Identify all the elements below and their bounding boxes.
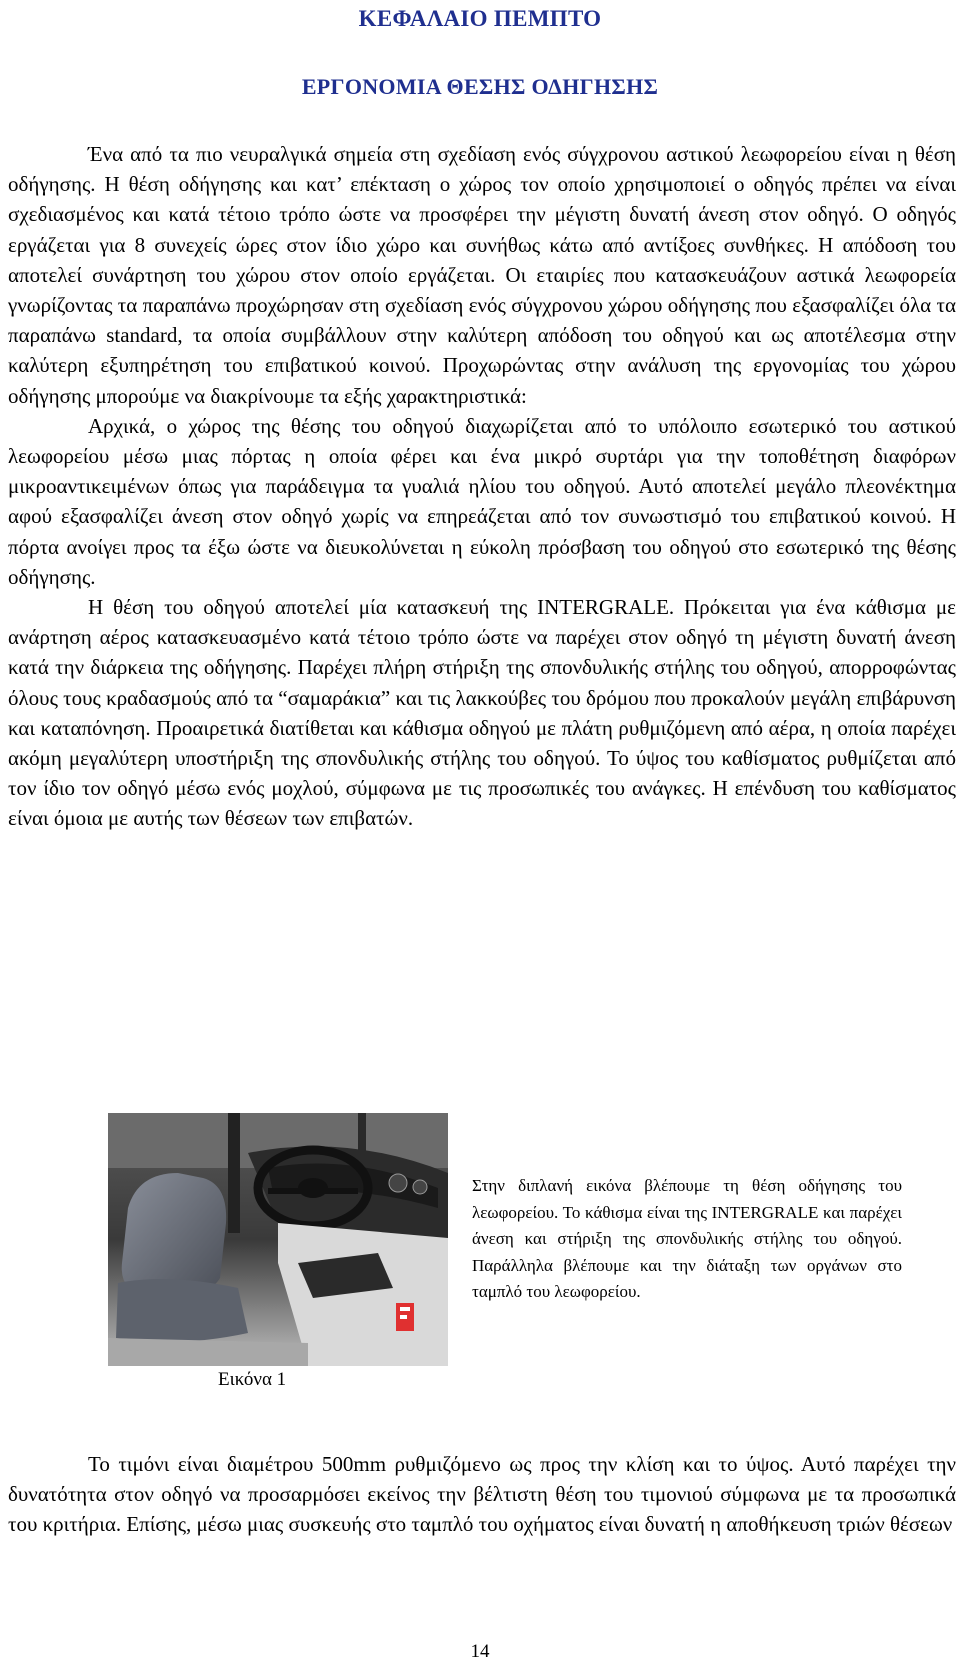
figure-side-text: Στην διπλανή εικόνα βλέπουμε τη θέση οδήγησης του λεωφορείου. Το κάθισμα είναι της INTERGRALE και παρέχει άνεση και στήριξη της σπονδυλικής στήλης του οδηγού. Παράλληλα βλέπουμε και την διάταξη των οργάνων στο ταμπλό του λεωφορείου. [472,1176,902,1301]
paragraph-driver-seat: Η θέση του οδηγού αποτελεί μία κατασκευή της INTERGRALE. Πρόκειται για ένα κάθισμα με ανάρτηση αέρος κατασκευασμένο κατά τέτοιο τρόπο ώστε να παρέχει στον οδηγό τη μέγιστη δυνατή άνεση κατά την διάρκεια της οδήγησης. Παρέχει πλήρη στήριξη της σπονδυλικής στήλης του οδηγού, απορροφώντας όλους τους κραδασμούς από τα “σαμαράκια” και τις λακκούβες του δρόμου που προκαλούν μεγάλη επιβάρυνση και καταπόνηση. Προαιρετικά διατίθεται και κάθισμα οδηγού με πλάτη ρυθμιζόμενη από αέρα, η οποία παρέχει ακόμη μεγαλύτερη υποστήριξη της σπονδυλικής στήλης του οδηγού. Το ύψος του καθίσματος ρυθμίζεται από τον ίδιο τον οδηγό μέσω ενός μοχλού, σύμφωνα με τις προσωπικές του ανάγκες. Η επένδυση του καθίσματος είναι όμοια με αυτής των θέσεων των επιβατών. [8,595,956,831]
paragraph-steering-wheel: Το τιμόνι είναι διαμέτρου 500mm ρυθμιζόμενο ως προς την κλίση και το ύψος. Αυτό παρέχει την δυνατότητα στον οδηγό να προσαρμόσει εκείνος την βέλτιστη θέση του τιμονιού σύμφωνα με τα προσωπικά του κριτήρια. Επίσης, μέσω μιας συσκευής στο ταμπλό του οχήματος είναι δυνατή η αποθήκευση τριών θέσεων [8,1452,956,1537]
chapter-title: ΚΕΦΑΛΑΙΟ ΠΕΜΠΤΟ [358,6,602,31]
page-number: 14 [470,1641,490,1662]
main-text [8,139,956,834]
bottom-text [8,1449,956,1540]
figure-caption: Εικόνα 1 [218,1369,287,1390]
driver-cockpit-photo [108,1113,448,1366]
paragraph-intro: Ένα από τα πιο νευραλγικά σημεία στη σχεδίαση ενός σύγχρονου αστικού λεωφορείου είναι η θέση οδήγησης. Η θέση οδήγησης και κατ’ επέκταση ο χώρος τον οποίο χρησιμοποιεί ο οδηγός πρέπει να είναι σχεδιασμένος και κατά τέτοιο τρόπο ώστε να προσφέρει την μέγιστη δυνατή άνεση στον οδηγό. Ο οδηγός εργάζεται για 8 συνεχείς ώρες στον ίδιο χώρο και συνήθως κάτω από αντίξοες συνθήκες. Η απόδοση του αποτελεί συνάρτηση του χώρου στον οποίο εργάζεται. Οι εταιρίες που κατασκευάζουν αστικά λεωφορεία γνωρίζοντας τα παραπάνω προχώρησαν στη σχεδίαση ενός σύγχρονου χώρου οδήγησης που εξασφαλίζει όλα τα παραπάνω standard, τα οποία συμβάλλουν στην καλύτερη απόδοση του οδηγού και ως αποτέλεσμα στην καλύτερη εξυπηρέτηση του επιβατικού κοινού. Προχωρώντας στην ανάλυση της εργονομίας του χώρου οδήγησης μπορούμε να διακρίνουμε τα εξής χαρακτηριστικά: [8,142,956,408]
paragraph-driver-area: Αρχικά, ο χώρος της θέσης του οδηγού διαχωρίζεται από το υπόλοιπο εσωτερικό του αστικού λεωφορείου μέσω μιας πόρτας η οποία φέρει και ένα μικρό συρτάρι για την τοποθέτηση διαφόρων μικροαντικειμένων όπως για παράδειγμα τα γυαλιά ηλίου του οδηγού. Αυτό αποτελεί μεγάλο πλεονέκτημα αφού εξασφαλίζει άνεση στον οδηγό χωρίς να επηρεάζεται από τον συνωστισμό του επιβατικού κοινού. Η πόρτα ανοίγει προς τα έξω ώστε να διευκολύνεται η εύκολη πρόσβαση του οδηγού στο εσωτερικό της θέσης οδήγησης. [8,413,956,589]
section-title: ΕΡΓΟΝΟΜΙΑ ΘΕΣΗΣ ΟΔΗΓΗΣΗΣ [301,74,659,99]
